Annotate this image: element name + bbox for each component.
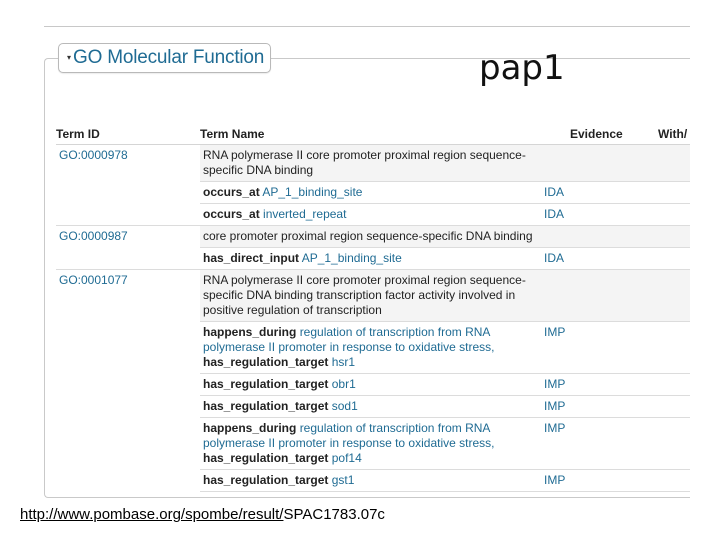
extension-target-link[interactable]: regulation of transcription from RNA polymerase II promoter in response to oxidative stress, <box>203 325 495 354</box>
evidence-code-link[interactable]: IMP <box>544 377 566 391</box>
header-term-name: Term Name <box>200 124 544 145</box>
extension-target-link[interactable]: inverted_repeat <box>263 207 347 221</box>
term-id-link[interactable]: GO:0001077 <box>59 273 128 287</box>
term-name: RNA polymerase II core promoter proximal region sequence-specific DNA binding transcription factor activity involved in positive regulation of transcription <box>200 270 544 322</box>
source-url[interactable] <box>20 506 385 523</box>
extension-target-link[interactable]: AP_1_binding_site <box>301 251 402 265</box>
term-row <box>56 270 690 322</box>
go-annotation-table <box>56 124 690 492</box>
relation-label: happens_during <box>203 421 297 435</box>
evidence-code-link[interactable]: IDA <box>544 251 565 265</box>
header-term-id: Term ID <box>56 124 200 145</box>
section-toggle[interactable] <box>58 43 271 73</box>
term-row <box>56 226 690 248</box>
source-url-base[interactable]: http://www.pombase.org/spombe/result/ <box>20 506 284 523</box>
evidence-code-link[interactable]: IMP <box>544 421 566 435</box>
term-id-link[interactable]: GO:0000978 <box>59 148 128 162</box>
evidence-code-link[interactable]: IDA <box>544 207 565 221</box>
caret-down-icon: ▾ <box>67 52 72 62</box>
relation-label: has_regulation_target <box>203 473 329 487</box>
extension-target-link[interactable]: hsr1 <box>331 355 356 369</box>
relation-label: happens_during <box>203 325 297 339</box>
slide-title: pap1 <box>479 48 565 88</box>
term-id-link[interactable]: GO:0000987 <box>59 229 128 243</box>
table-header-row <box>56 124 690 145</box>
evidence-code-link[interactable]: IDA <box>544 185 565 199</box>
section-title: GO Molecular Function <box>73 47 265 68</box>
relation-label: occurs_at <box>203 185 260 199</box>
extension-target-link[interactable]: obr1 <box>331 377 356 391</box>
evidence-code-link[interactable]: IMP <box>544 399 566 413</box>
extension-target-link[interactable]: gst1 <box>331 473 355 487</box>
extension-target-link[interactable]: pof14 <box>331 451 362 465</box>
relation-label: has_direct_input <box>203 251 300 265</box>
table-body <box>56 145 690 492</box>
evidence-code-link[interactable]: IMP <box>544 325 566 339</box>
extension-target-link[interactable]: regulation of transcription from RNA polymerase II promoter in response to oxidative stress, <box>203 421 495 450</box>
header-evidence: Evidence <box>544 124 658 145</box>
relation-label: occurs_at <box>203 207 260 221</box>
term-name: RNA polymerase II core promoter proximal region sequence-specific DNA binding <box>200 145 544 182</box>
term-row <box>56 145 690 182</box>
term-name: core promoter proximal region sequence-specific DNA binding <box>200 226 544 248</box>
relation-label: has_regulation_target <box>203 377 329 391</box>
extension-target-link[interactable]: AP_1_binding_site <box>262 185 363 199</box>
relation-label: has_regulation_target <box>203 399 329 413</box>
source-url-id[interactable]: SPAC1783.07c <box>283 506 385 523</box>
header-with-from: With/ <box>658 124 690 145</box>
relation-label: has_regulation_target <box>203 355 329 369</box>
relation-label: has_regulation_target <box>203 451 329 465</box>
extension-target-link[interactable]: sod1 <box>331 399 358 413</box>
evidence-code-link[interactable]: IMP <box>544 473 566 487</box>
